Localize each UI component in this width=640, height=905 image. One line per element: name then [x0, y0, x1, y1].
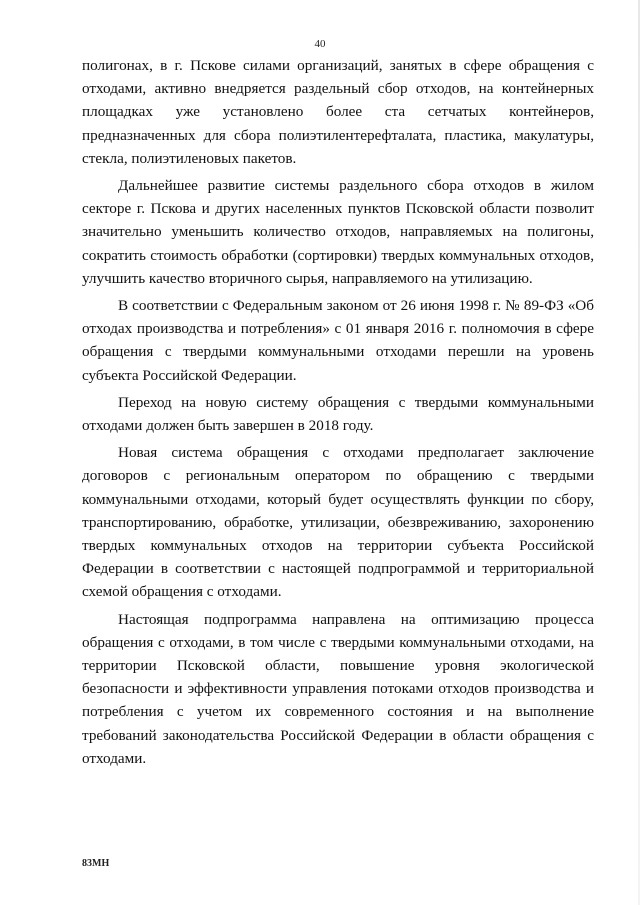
page-number: 40	[314, 38, 326, 50]
footer-document-code: 83МН	[82, 858, 110, 869]
paragraph-3: В соответствии с Федеральным законом от 26 июня 1998 г. № 89-ФЗ «Об отходах производства и потребления» с 01 января 2016 г. полномочия в сфере обращения с твердыми коммунальными отходами перешли на уровень субъекта Российской Федерации.	[82, 297, 594, 384]
paragraph-5: Новая система обращения с отходами предполагает заключение договоров с региональным оператором по обращению с твердыми коммунальными отходами, который будет осуществлять функции по сбору, транспортированию, обработке, утилизации, обезвреживанию, захоронению твердых коммунальных отходов на территории субъекта Российской Федерации в соответствии с настоящей подпрограммой и территориальной схемой обращения с отходами.	[82, 444, 594, 601]
body-text	[82, 54, 594, 770]
paragraph-2: Дальнейшее развитие системы раздельного сбора отходов в жилом секторе г. Пскова и других населенных пунктов Псковской области позволит значительно уменьшить количество отходов, направляемых на полигоны, сократить стоимость обработки (сортировки) твердых коммунальных отходов, улучшить качество вторичного сырья, направляемого на утилизацию.	[82, 177, 594, 287]
paragraph-6: Настоящая подпрограмма направлена на оптимизацию процесса обращения с отходами, в том числе с твердыми коммунальными отходами, на территории Псковской области, повышение уровня экологической безопасности и эффективности управления потоками отходов производства и потребления с учетом их современного состояния и на выполнение требований законодательства Российской Федерации в области обращения с отходами.	[82, 610, 594, 767]
paragraph-4: Переход на новую систему обращения с твердыми коммунальными отходами должен быть завершен в 2018 году.	[82, 393, 594, 435]
paragraph-1: полигонах, в г. Пскове силами организаций, занятых в сфере обращения с отходами, активно внедряется раздельный сбор отходов, на контейнерных площадках уже установлено более ста сетчатых контейнеров, предназначенных для сбора полиэтилентерефталата, пластика, макулатуры, стекла, полиэтиленовых пакетов.	[82, 57, 594, 167]
